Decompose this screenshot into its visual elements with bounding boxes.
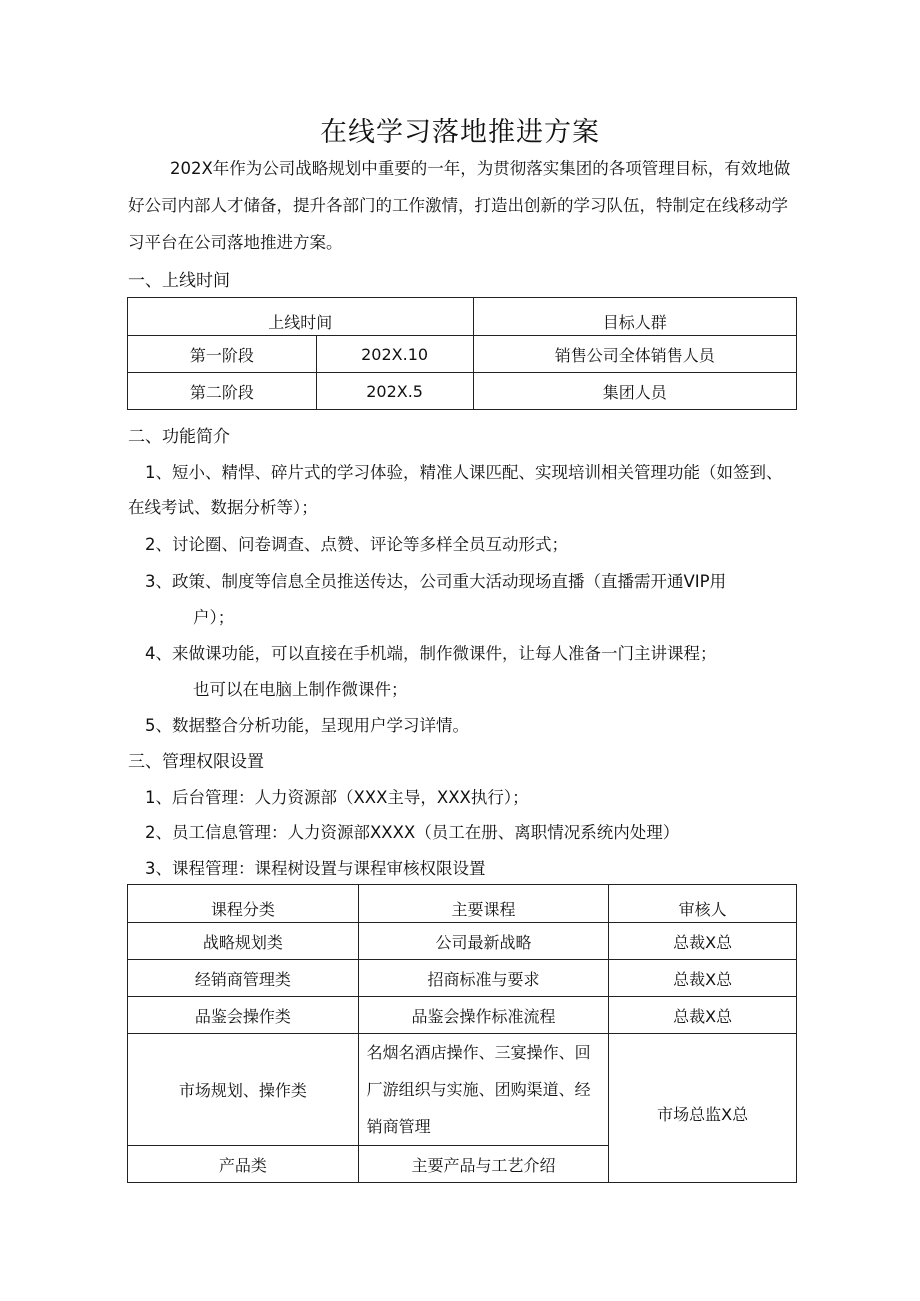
table-row — [128, 997, 797, 1034]
table-row — [128, 373, 797, 410]
table-row — [128, 336, 797, 373]
section-heading-features: 二、功能简介 — [128, 427, 230, 447]
table-cell: 品鉴会操作标准流程 — [358, 997, 609, 1034]
table-cell: 销售公司全体销售人员 — [473, 336, 796, 373]
table-row — [128, 923, 797, 960]
feature-line-4: 4、来做课功能，可以直接在手机端，制作微课件，让每人准备一门主讲课程； — [145, 644, 717, 663]
permission-line-2: 2、员工信息管理：人力资源部XXXX（员工在册、离职情况系统内处理） — [145, 823, 680, 842]
table-cell: 总裁X总 — [609, 997, 797, 1034]
permission-line-3: 3、课程管理：课程树设置与课程审核权限设置 — [145, 859, 486, 878]
course-permission-table — [127, 884, 797, 1183]
table-row — [128, 1034, 797, 1146]
feature-line-1: 1、短小、精悍、碎片式的学习体验，精准人课匹配、实现培训相关管理功能（如签到、 — [145, 463, 783, 482]
intro-line-2: 好公司内部人才储备，提升各部门的工作激情，打造出创新的学习队伍，特制定在线移动学 — [128, 196, 788, 215]
table-cell: 第一阶段 — [128, 336, 317, 373]
feature-line-5: 5、数据整合分析功能，呈现用户学习详情。 — [145, 716, 469, 735]
table-cell: 战略规划类 — [128, 923, 359, 960]
table-header-course-category: 课程分类 — [128, 885, 359, 923]
feature-line-4-cont: 也可以在电脑上制作微课件； — [193, 680, 408, 699]
feature-line-3: 3、政策、制度等信息全员推送传达，公司重大活动现场直播（直播需开通VIP用 — [145, 572, 727, 591]
table-header-target-group: 目标人群 — [473, 298, 796, 336]
feature-line-3-cont: 户）； — [193, 608, 235, 627]
table-cell-reviewer-merged: 市场总监X总 — [609, 1034, 797, 1183]
table-cell: 主要产品与工艺介绍 — [358, 1146, 609, 1183]
table-cell: 第二阶段 — [128, 373, 317, 410]
table-cell: 202X.10 — [316, 336, 473, 373]
table-header-launch-time: 上线时间 — [128, 298, 474, 336]
intro-line-1: 202X年作为公司战略规划中重要的一年，为贯彻落实集团的各项管理目标，有效地做 — [170, 159, 791, 178]
permission-line-1: 1、后台管理：人力资源部（XXX主导，XXX执行）； — [145, 788, 529, 807]
table-cell: 产品类 — [128, 1146, 359, 1183]
table-cell: 总裁X总 — [609, 923, 797, 960]
table-cell: 集团人员 — [473, 373, 796, 410]
section-heading-launch-time: 一、上线时间 — [128, 271, 230, 291]
table-header-reviewer: 审核人 — [609, 885, 797, 923]
table-cell: 品鉴会操作类 — [128, 997, 359, 1034]
table-header-main-course: 主要课程 — [358, 885, 609, 923]
table-cell: 公司最新战略 — [358, 923, 609, 960]
table-cell: 招商标准与要求 — [358, 960, 609, 997]
feature-line-2: 2、讨论圈、问卷调查、点赞、评论等多样全员互动形式； — [145, 535, 568, 554]
table-cell: 市场规划、操作类 — [128, 1034, 359, 1146]
section-heading-permissions: 三、管理权限设置 — [128, 752, 264, 772]
feature-line-1-cont: 在线考试、数据分析等）； — [128, 498, 318, 517]
table-row — [128, 960, 797, 997]
intro-line-3: 习平台在公司落地推进方案。 — [128, 233, 343, 252]
table-cell: 总裁X总 — [609, 960, 797, 997]
table-cell: 经销商管理类 — [128, 960, 359, 997]
table-cell: 名烟名酒店操作、三宴操作、回厂游组织与实施、团购渠道、经销商管理 — [358, 1034, 609, 1146]
document-title: 在线学习落地推进方案 — [320, 117, 600, 148]
launch-schedule-table — [127, 297, 797, 410]
table-cell: 202X.5 — [316, 373, 473, 410]
